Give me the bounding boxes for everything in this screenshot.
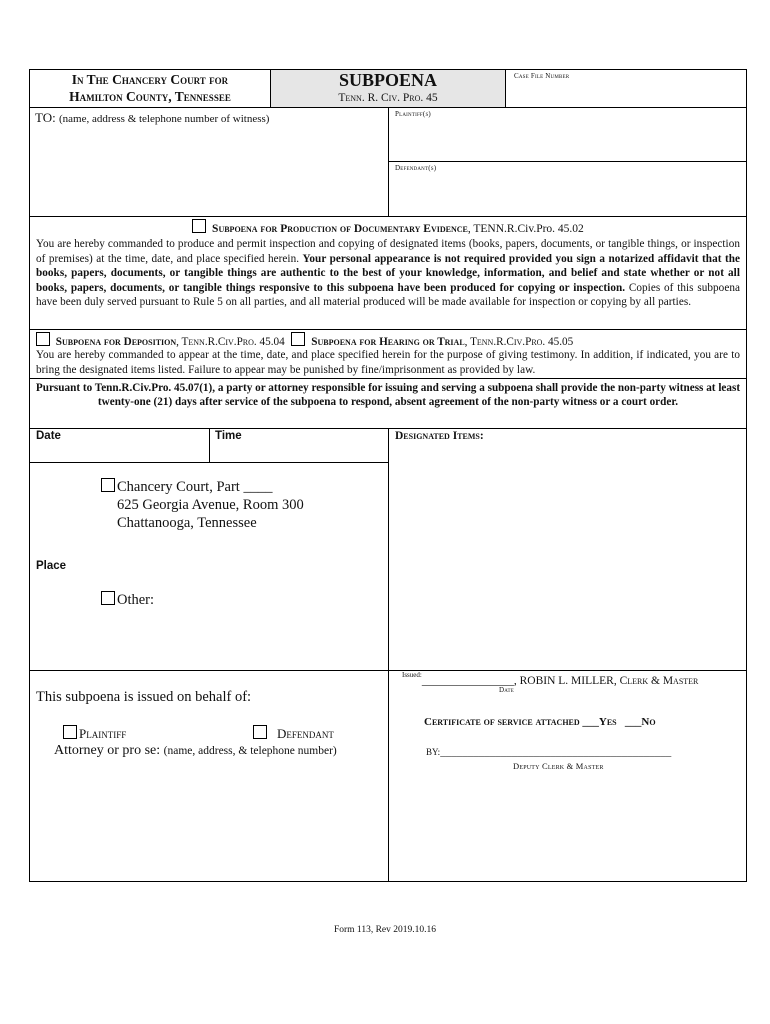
attorney-hint: (name, address, & telephone number) bbox=[163, 745, 337, 757]
to-hint: (name, address & telephone number of witness) bbox=[58, 113, 270, 125]
issued-label: Issued: bbox=[402, 671, 422, 679]
chancery-line-2: 625 Georgia Avenue, Room 300 bbox=[117, 497, 304, 513]
documentary-text-2: Copies of this subpoena have been duly served pursuant to Rule 5 on all parties, and all material produced will be made available for inspection or copying by all parties. bbox=[36, 281, 740, 309]
defendant-checkbox[interactable] bbox=[253, 725, 267, 739]
court-name bbox=[29, 71, 271, 105]
certificate-no[interactable]: ___No bbox=[624, 716, 656, 728]
time-label: Time bbox=[215, 430, 242, 442]
case-file-label: Case File Number bbox=[514, 72, 570, 80]
certificate-line bbox=[424, 716, 656, 728]
court-line-2: Hamilton County, Tennessee bbox=[69, 89, 231, 104]
plaintiff-checkbox[interactable] bbox=[63, 725, 77, 739]
hearing-checkbox[interactable] bbox=[291, 332, 305, 346]
certificate-label: Certificate of service attached bbox=[424, 716, 580, 728]
issued-date-label: Date bbox=[499, 686, 515, 694]
chancery-line-1 bbox=[101, 478, 304, 496]
chancery-option bbox=[101, 478, 304, 532]
attorney-line bbox=[54, 743, 337, 759]
court-line-1: In The Chancery Court for bbox=[71, 72, 229, 87]
to-label bbox=[35, 110, 269, 126]
plaintiff-label: Plaintiff(s) bbox=[395, 110, 431, 118]
deposition-text: You are hereby commanded to appear at the time, date, and place specified herein for the purpose of giving testimony. In addition, if indicated, you are to bring the designated items listed. Failure to appear may be punished by fine/imprisonment as provided by law. bbox=[36, 349, 740, 376]
other-option bbox=[101, 591, 154, 609]
deputy-label: Deputy Clerk & Master bbox=[513, 761, 604, 771]
documentary-rule: , TENN.R.Civ.Pro. 45.02 bbox=[467, 223, 584, 235]
designated-items-label: Designated Items: bbox=[395, 430, 484, 442]
date-label: Date bbox=[36, 430, 61, 442]
chancery-line-3: Chattanooga, Tennessee bbox=[117, 515, 257, 531]
defendant-box[interactable] bbox=[388, 161, 747, 217]
place-label: Place bbox=[36, 560, 67, 572]
form-number: Form 113, Rev 2019.10.16 bbox=[333, 925, 437, 935]
deposition-heading bbox=[36, 332, 573, 348]
documentary-title: Subpoena for Production of Documentary Evidence bbox=[212, 223, 468, 235]
plaintiff-option bbox=[63, 725, 126, 742]
documentary-heading bbox=[29, 219, 747, 235]
subpoena-title: SUBPOENA bbox=[338, 70, 437, 90]
issued-line bbox=[402, 671, 698, 689]
chancery-text: Chancery Court, Part ____ bbox=[117, 479, 273, 495]
subpoena-rule: Tenn. R. Civ. Pro. 45 bbox=[338, 92, 438, 104]
hearing-rule: , Tenn.R.Civ.Pro. 45.05 bbox=[464, 336, 574, 348]
chancery-checkbox[interactable] bbox=[101, 478, 115, 492]
attorney-label: Attorney or pro se: bbox=[54, 743, 161, 758]
clerk-title: Clerk & Master bbox=[619, 675, 699, 687]
by-signature-field[interactable]: __________________________________________ bbox=[440, 746, 672, 758]
by-line bbox=[426, 746, 671, 758]
deposition-title: Subpoena for Deposition bbox=[55, 336, 177, 348]
issuance-box bbox=[388, 670, 747, 882]
to-label-text: TO: bbox=[35, 110, 56, 125]
other-text: Other: bbox=[117, 592, 155, 608]
documentary-text-1: You are hereby commanded to produce and permit inspection and copying of designated items (books, papers, documents, or tangible things, or inspection of premises) at the time, date, and place specified herein. bbox=[36, 238, 740, 265]
issued-date-field[interactable]: ________________ bbox=[421, 675, 514, 687]
designated-items-box[interactable] bbox=[388, 428, 747, 671]
defendant-label: Defendant(s) bbox=[395, 164, 437, 172]
behalf-text: This subpoena is issued on behalf of: bbox=[36, 689, 252, 705]
hearing-title: Subpoena for Hearing or Trial bbox=[311, 336, 465, 348]
plaintiff-box[interactable] bbox=[388, 107, 747, 162]
deposition-rule: , Tenn.R.Civ.Pro. 45.04 bbox=[176, 336, 285, 348]
defendant-option bbox=[253, 725, 334, 742]
documentary-text bbox=[36, 237, 740, 310]
other-checkbox[interactable] bbox=[101, 591, 115, 605]
notice-text: Pursuant to Tenn.R.Civ.Pro. 45.07(1), a party or attorney responsible for issuing and serving a subpoena shall provide the non-party witness at least twenty-one (21) days after service of the subpoena to respond, absent agreement of the non-party witness or a court order. bbox=[35, 382, 741, 409]
documentary-checkbox[interactable] bbox=[192, 219, 206, 233]
certificate-yes[interactable]: ___Yes bbox=[582, 716, 617, 728]
by-label: BY: bbox=[426, 747, 441, 757]
clerk-name: , ROBIN L. MILLER, bbox=[513, 675, 620, 687]
plaintiff-option-label: Plaintiff bbox=[79, 726, 127, 741]
deposition-checkbox[interactable] bbox=[36, 332, 50, 346]
documentary-text-bold: Your personal appearance is not required provided you sign a notarized affidavit that the books, papers, documents, or tangible things are authentic to the best of your knowledge, information, and belief and state whether or not all books, papers, documents, or tangible things responsive to this subpoena have been produced for copying or inspection. bbox=[36, 252, 741, 294]
defendant-option-label: Defendant bbox=[277, 726, 334, 741]
